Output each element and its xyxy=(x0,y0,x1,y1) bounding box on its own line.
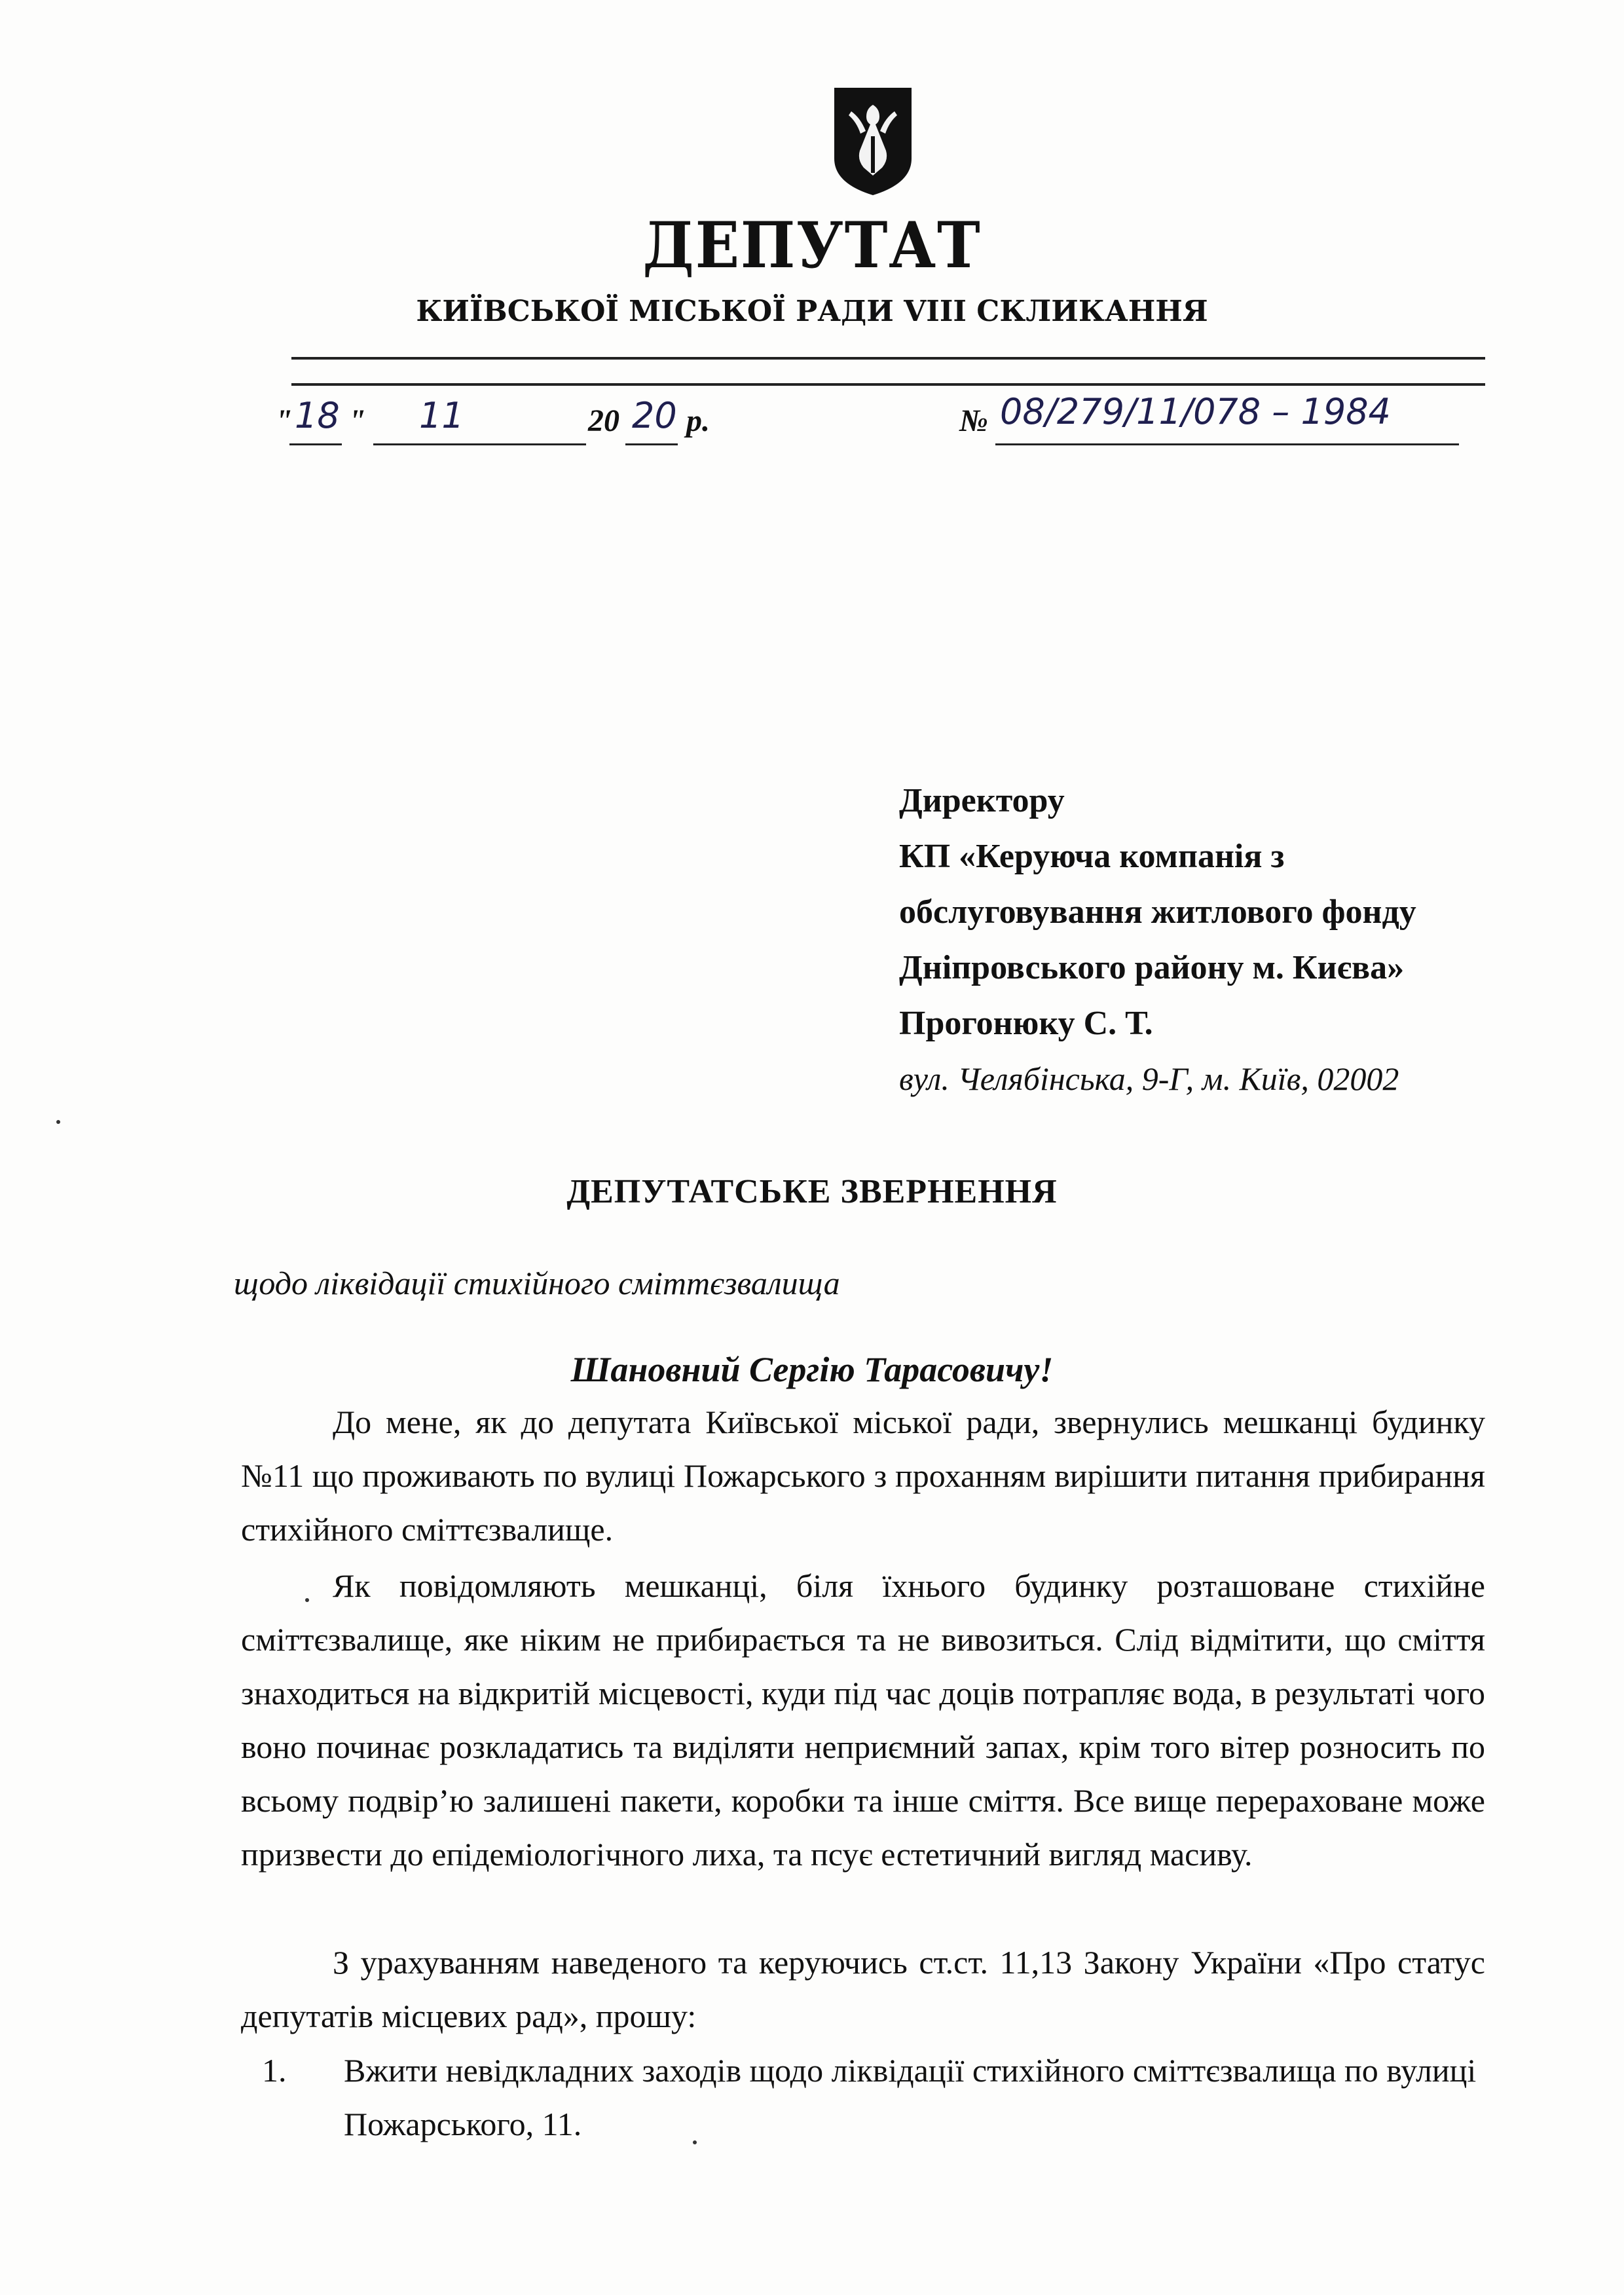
list-item-text: Вжити невідкладних заходів щодо ліквідації стихійного сміттєзвалища по вулиці Пожарського, 11. xyxy=(344,2052,1477,2142)
paragraph: З урахуванням наведеного та керуючись ст.ст. 11,13 Закону України «Про статус депутатів місцевих рад», прошу: xyxy=(241,1944,1485,2034)
date-month: 11 xyxy=(419,395,464,436)
addressee-line: обслуговування житлового фонду xyxy=(899,893,1416,931)
header-rule-top xyxy=(291,357,1485,360)
addressee-line: Дніпровського району м. Києва» xyxy=(899,949,1405,986)
addressee-line: Прогонюку С. Т. xyxy=(899,1005,1153,1042)
date-year-prefix: 20 xyxy=(588,403,619,438)
header-rule-bottom xyxy=(291,383,1485,386)
addressee-line: КП «Керуюча компанія з xyxy=(899,838,1285,875)
date-year-suffix: 20 xyxy=(632,395,677,436)
addressee-line: Директору xyxy=(899,782,1065,819)
number-label: № xyxy=(959,403,988,438)
scan-speck xyxy=(693,2140,697,2144)
date-quote-close: " xyxy=(348,403,366,438)
header-subtitle: КИЇВСЬКОЇ МІСЬКОЇ РАДИ VIII СКЛИКАННЯ xyxy=(416,295,1208,328)
addressee-address: вул. Челябінська, 9-Г, м. Київ, 02002 xyxy=(899,1060,1399,1097)
date-day: 18 xyxy=(295,395,340,436)
document-number xyxy=(959,391,1483,449)
date-quote-open: " xyxy=(275,403,293,438)
scan-speck xyxy=(305,1598,309,1602)
addressee-block xyxy=(899,773,1416,1107)
list-item-number: 1. xyxy=(262,2052,287,2089)
header-title: ДЕПУТАТ xyxy=(642,208,982,282)
number-value: 08/279/11/078 – 1984 xyxy=(1000,391,1391,432)
kyiv-coat-of-arms-icon xyxy=(832,85,914,198)
list-item xyxy=(262,2043,1486,2151)
letter-subject: щодо ліквідації стихійного сміттєзвалища xyxy=(234,1265,840,1301)
date-field xyxy=(275,395,747,449)
paragraph: Як повідомляють мешканці, біля їхнього будинку розташоване стихійне сміттєзвалище, яке ніким не прибирається та не вивозиться. Слід відмітити, що сміття знаходиться на відкритій місцевості, куди під час доців потрапляє вода, в результаті чого воно починає розкладатись та виділяти неприємний запах, крім того вітер розносить по всьому подвір’ю залишені пакети, коробки та інше сміття. Все вище перераховане може призвести до епідеміологічного лиха, та псує естетичний вигляд масиву. xyxy=(241,1567,1485,1873)
date-year-label: р. xyxy=(686,403,710,438)
letter-salutation: Шановний Сергію Тарасовичу! xyxy=(570,1350,1054,1389)
scan-speck xyxy=(56,1120,60,1124)
paragraph: До мене, як до депутата Київської міської ради, звернулись мешканці будинку №11 що проживають по вулиці Пожарського з проханням вирішити питання прибирання стихійного сміттєзвалище. xyxy=(241,1404,1485,1548)
letter-title: ДЕПУТАТСЬКЕ ЗВЕРНЕННЯ xyxy=(566,1173,1058,1210)
